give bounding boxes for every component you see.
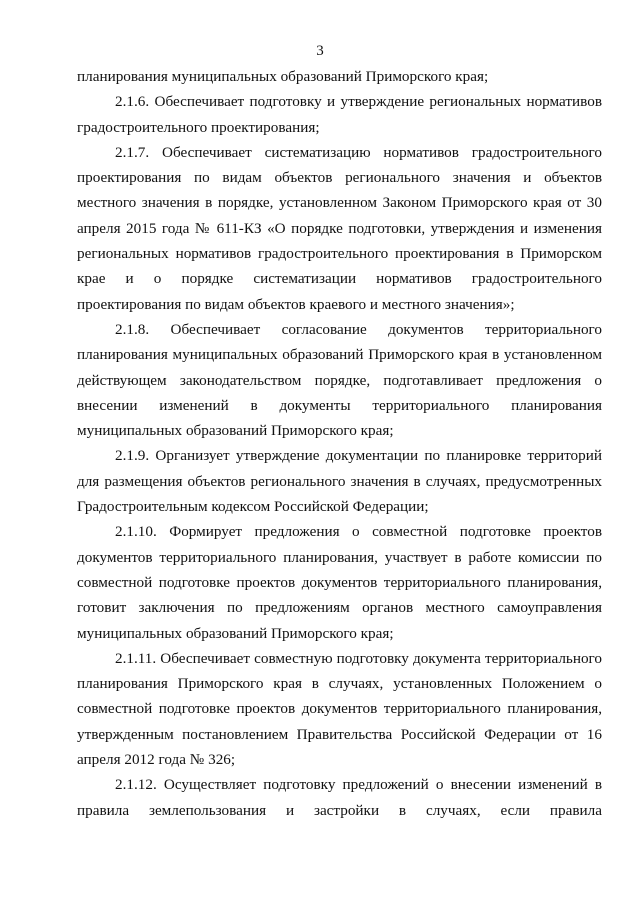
- paragraph-2-1-12: 2.1.12. Осуществляет подготовку предложений о внесении изменений в правила землепользования и застройки в случаях, если правила: [77, 776, 602, 819]
- paragraph-continuation: планирования муниципальных образований Приморского края;: [77, 68, 489, 85]
- paragraph-2-1-7: 2.1.7. Обеспечивает систематизацию нормативов градостроительного проектирования по видам объектов регионального значения и объектов местного значения в порядке, установленном Законом Приморского края от 30 апреля 2015 года № 611-КЗ «О порядке подготовки, утверждения и изменения региональных нормативов градостроительного проектирования в Приморском крае и о порядке систематизации нормативов градостроительного проектирования по видам объектов краевого и местного значения»;: [77, 143, 602, 313]
- paragraph-2-1-11: 2.1.11. Обеспечивает совместную подготовку документа территориального планирования Приморского края в случаях, установленных Положением о совместной подготовке проектов документов территориального планирования, утвержденным постановлением Правительства Российской Федерации от 16 апреля 2012 года № 326;: [77, 649, 602, 769]
- paragraph-2-1-10: 2.1.10. Формирует предложения о совместной подготовке проектов документов территориального планирования, участвует в работе комиссии по совместной подготовке проектов документов территориального планирования, готовит заключения по предложениям органов местного самоуправления муниципальных образований Приморского края;: [77, 523, 602, 642]
- page-number: 3: [316, 43, 324, 59]
- paragraph-2-1-8: 2.1.8. Обеспечивает согласование документов территориального планирования муниципальных образований Приморского края в установленном действующем законодательством порядке, подготавливает предложения о внесении изменений в документы территориального планирования муниципальных образований Приморского края;: [77, 320, 602, 440]
- document-body: [77, 64, 602, 823]
- paragraph-2-1-6: 2.1.6. Обеспечивает подготовку и утверждение региональных нормативов градостроительного проектирования;: [77, 93, 602, 136]
- paragraph-2-1-9: 2.1.9. Организует утверждение документации по планировке территорий для размещения объектов регионального значения в случаях, предусмотренных Градостроительным кодексом Российской Федерации;: [77, 447, 602, 516]
